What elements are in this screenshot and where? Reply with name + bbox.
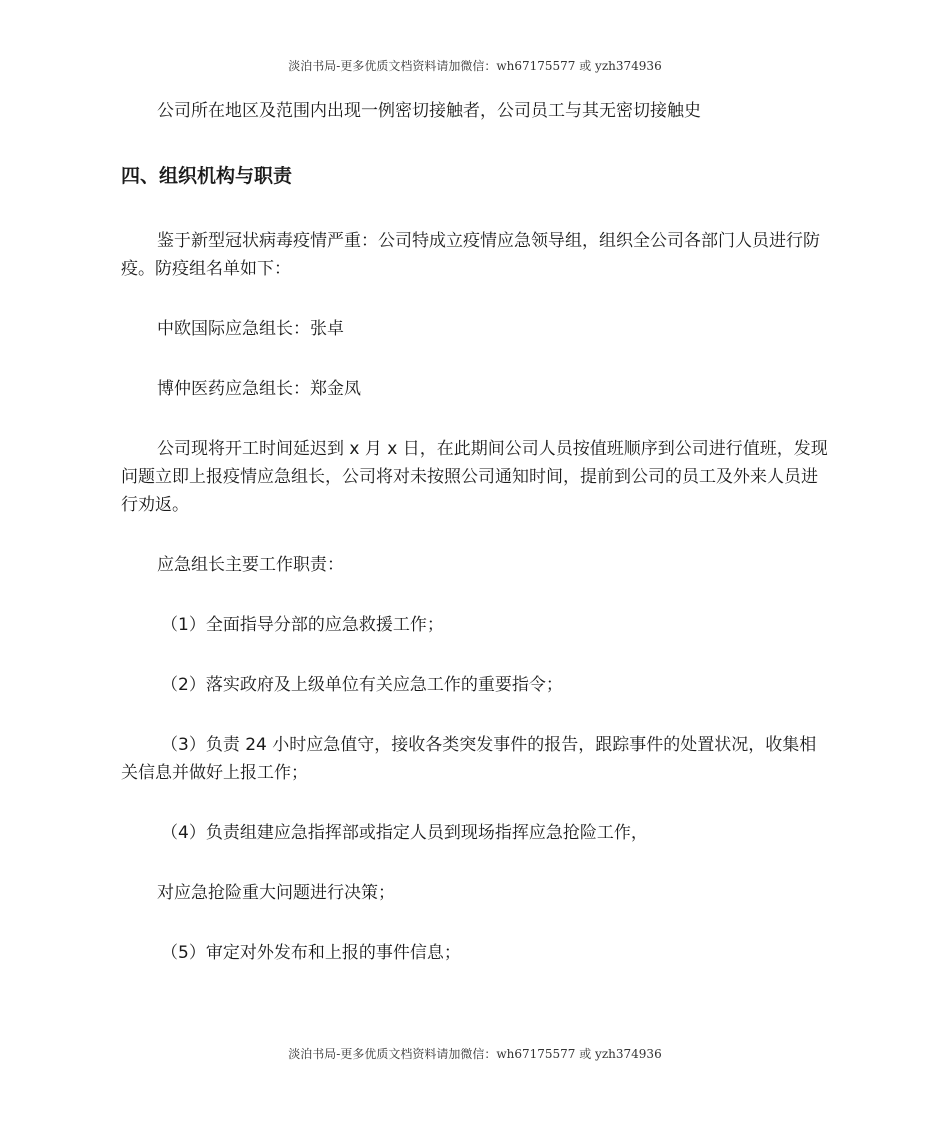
duty-item-4-continued: 对应急抢险重大问题进行决策； xyxy=(157,883,395,903)
duty-item-2: （2）落实政府及上级单位有关应急工作的重要指令； xyxy=(161,675,563,695)
delay-paragraph: 公司现将开工时间延迟到 x 月 x 日，在此期间公司人员按值班顺序到公司进行值班，发现问题立即上报疫情应急组长，公司将对未按照公司通知时间，提前到公司的员工及外来人员进行劝返。 xyxy=(121,439,828,515)
intro-paragraph: 公司所在地区及范围内出现一例密切接触者，公司员工与其无密切接触史 xyxy=(157,101,701,121)
page-header: 淡泊书局-更多优质文档资料请加微信：wh67175577 或 yzh374936 xyxy=(288,59,662,73)
leader-1-line: 中欧国际应急组长：张卓 xyxy=(157,319,344,339)
document-body xyxy=(121,97,831,999)
leader-2-line: 博仲医药应急组长：郑金凤 xyxy=(157,379,361,399)
duty-item-5: （5）审定对外发布和上报的事件信息； xyxy=(161,943,461,963)
duties-title: 应急组长主要工作职责： xyxy=(157,555,344,575)
page-footer: 淡泊书局-更多优质文档资料请加微信：wh67175577 或 yzh374936 xyxy=(288,1047,662,1061)
duty-item-3: （3）负责 24 小时应急值守，接收各类突发事件的报告，跟踪事件的处置状况，收集相关信息并做好上报工作； xyxy=(121,735,817,783)
group-paragraph: 鉴于新型冠状病毒疫情严重：公司特成立疫情应急领导组，组织全公司各部门人员进行防疫。防疫组名单如下： xyxy=(121,231,820,279)
duty-item-1: （1）全面指导分部的应急救援工作； xyxy=(161,615,444,635)
duty-item-4: （4）负责组建应急指挥部或指定人员到现场指挥应急抢险工作， xyxy=(161,823,648,843)
section-heading: 四、组织机构与职责 xyxy=(121,165,293,187)
